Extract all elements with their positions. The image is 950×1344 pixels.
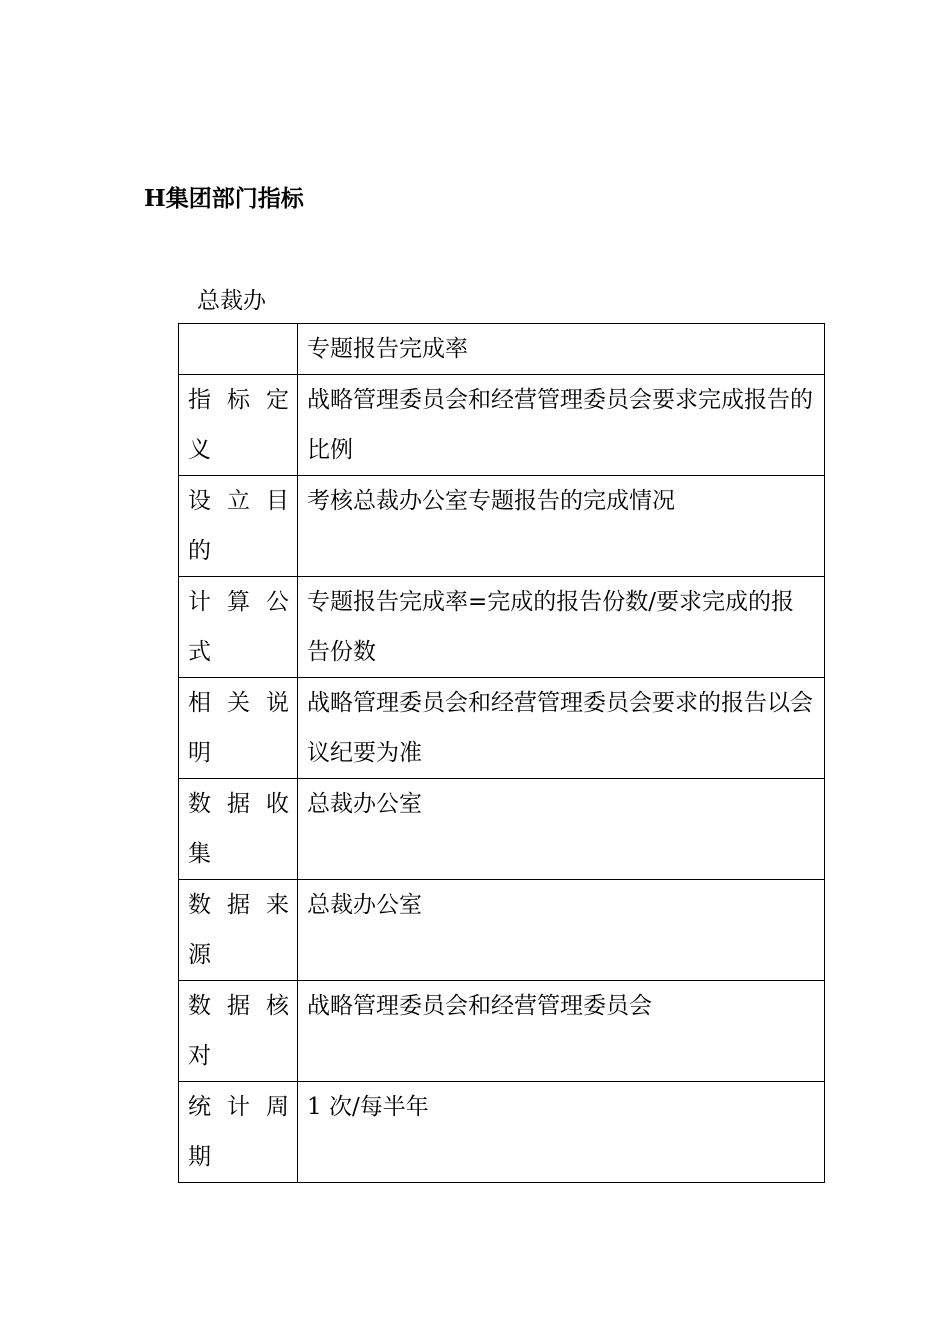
table-row [179, 779, 825, 880]
table-row [179, 880, 825, 981]
row-label-char: 对 [188, 1043, 211, 1069]
row-label-cell [179, 476, 298, 577]
row-label-char: 集 [188, 841, 211, 867]
row-label-char: 说 [266, 690, 289, 716]
row-label-cell [179, 577, 298, 678]
row-label-line [188, 526, 289, 576]
row-label-char: 核 [266, 993, 289, 1019]
row-value-cell: 专题报告完成率=完成的报告份数/要求完成的报告份数 [298, 577, 825, 678]
indicator-table-body [179, 324, 825, 1183]
row-label-line [188, 678, 289, 728]
row-label-cell [179, 375, 298, 476]
row-label-line [188, 981, 289, 1031]
row-label-line [188, 1132, 289, 1182]
row-label-line [188, 577, 289, 627]
row-label-line [188, 1031, 289, 1081]
row-value-cell: 总裁办公室 [298, 880, 825, 981]
row-label-char: 的 [188, 538, 211, 564]
row-label-char: 源 [188, 942, 211, 968]
row-value-cell: 战略管理委员会和经营管理委员会 [298, 981, 825, 1082]
row-label-line [188, 375, 289, 425]
row-label-char: 计 [227, 1094, 250, 1120]
row-label-char: 义 [188, 437, 211, 463]
row-label-cell [179, 981, 298, 1082]
row-label-char: 据 [227, 892, 250, 918]
row-label-char: 定 [266, 387, 289, 413]
row-label-char: 立 [227, 488, 250, 514]
row-label-cell [179, 1082, 298, 1183]
row-label-line [188, 779, 289, 829]
row-label-char: 式 [188, 639, 211, 665]
table-row [179, 577, 825, 678]
row-label-char: 收 [266, 791, 289, 817]
table-row [179, 1082, 825, 1183]
row-label-char: 明 [188, 740, 211, 766]
row-label-char: 计 [188, 589, 211, 615]
row-label-char: 数 [188, 993, 211, 1019]
table-header-row [179, 324, 825, 375]
row-label-char: 算 [227, 589, 250, 615]
row-label-line [188, 627, 289, 677]
row-label-char: 公 [266, 589, 289, 615]
document-title: H集团部门指标 [144, 185, 304, 212]
row-label-char: 期 [188, 1144, 211, 1170]
section-label: 总裁办 [197, 288, 266, 314]
row-label-cell [179, 678, 298, 779]
row-label-char: 来 [266, 892, 289, 918]
row-label-cell [179, 880, 298, 981]
header-value-cell: 专题报告完成率 [298, 324, 825, 375]
row-label-line [188, 930, 289, 980]
table-row [179, 981, 825, 1082]
row-value-cell: 战略管理委员会和经营管理委员会要求的报告以会议纪要为准 [298, 678, 825, 779]
row-label-line [188, 728, 289, 778]
row-label-char: 据 [227, 791, 250, 817]
indicator-table [178, 323, 825, 1183]
row-label-line [188, 476, 289, 526]
row-label-char: 统 [188, 1094, 211, 1120]
row-label-char: 周 [266, 1094, 289, 1120]
row-label-char: 设 [188, 488, 211, 514]
row-label-cell [179, 779, 298, 880]
table-row [179, 375, 825, 476]
row-label-line [188, 1082, 289, 1132]
row-value-cell: 1 次/每半年 [298, 1082, 825, 1183]
row-value-cell: 战略管理委员会和经营管理委员会要求完成报告的比例 [298, 375, 825, 476]
row-value-cell: 总裁办公室 [298, 779, 825, 880]
row-label-line [188, 880, 289, 930]
table-row [179, 678, 825, 779]
row-label-char: 数 [188, 791, 211, 817]
row-label-char: 标 [227, 387, 250, 413]
header-label-cell [179, 324, 298, 375]
row-label-char: 指 [188, 387, 211, 413]
row-label-char: 相 [188, 690, 211, 716]
row-value-cell: 考核总裁办公室专题报告的完成情况 [298, 476, 825, 577]
table-row [179, 476, 825, 577]
row-label-char: 目 [266, 488, 289, 514]
row-label-line [188, 425, 289, 475]
row-label-char: 据 [227, 993, 250, 1019]
row-label-char: 数 [188, 892, 211, 918]
row-label-char: 关 [227, 690, 250, 716]
row-label-line [188, 829, 289, 879]
